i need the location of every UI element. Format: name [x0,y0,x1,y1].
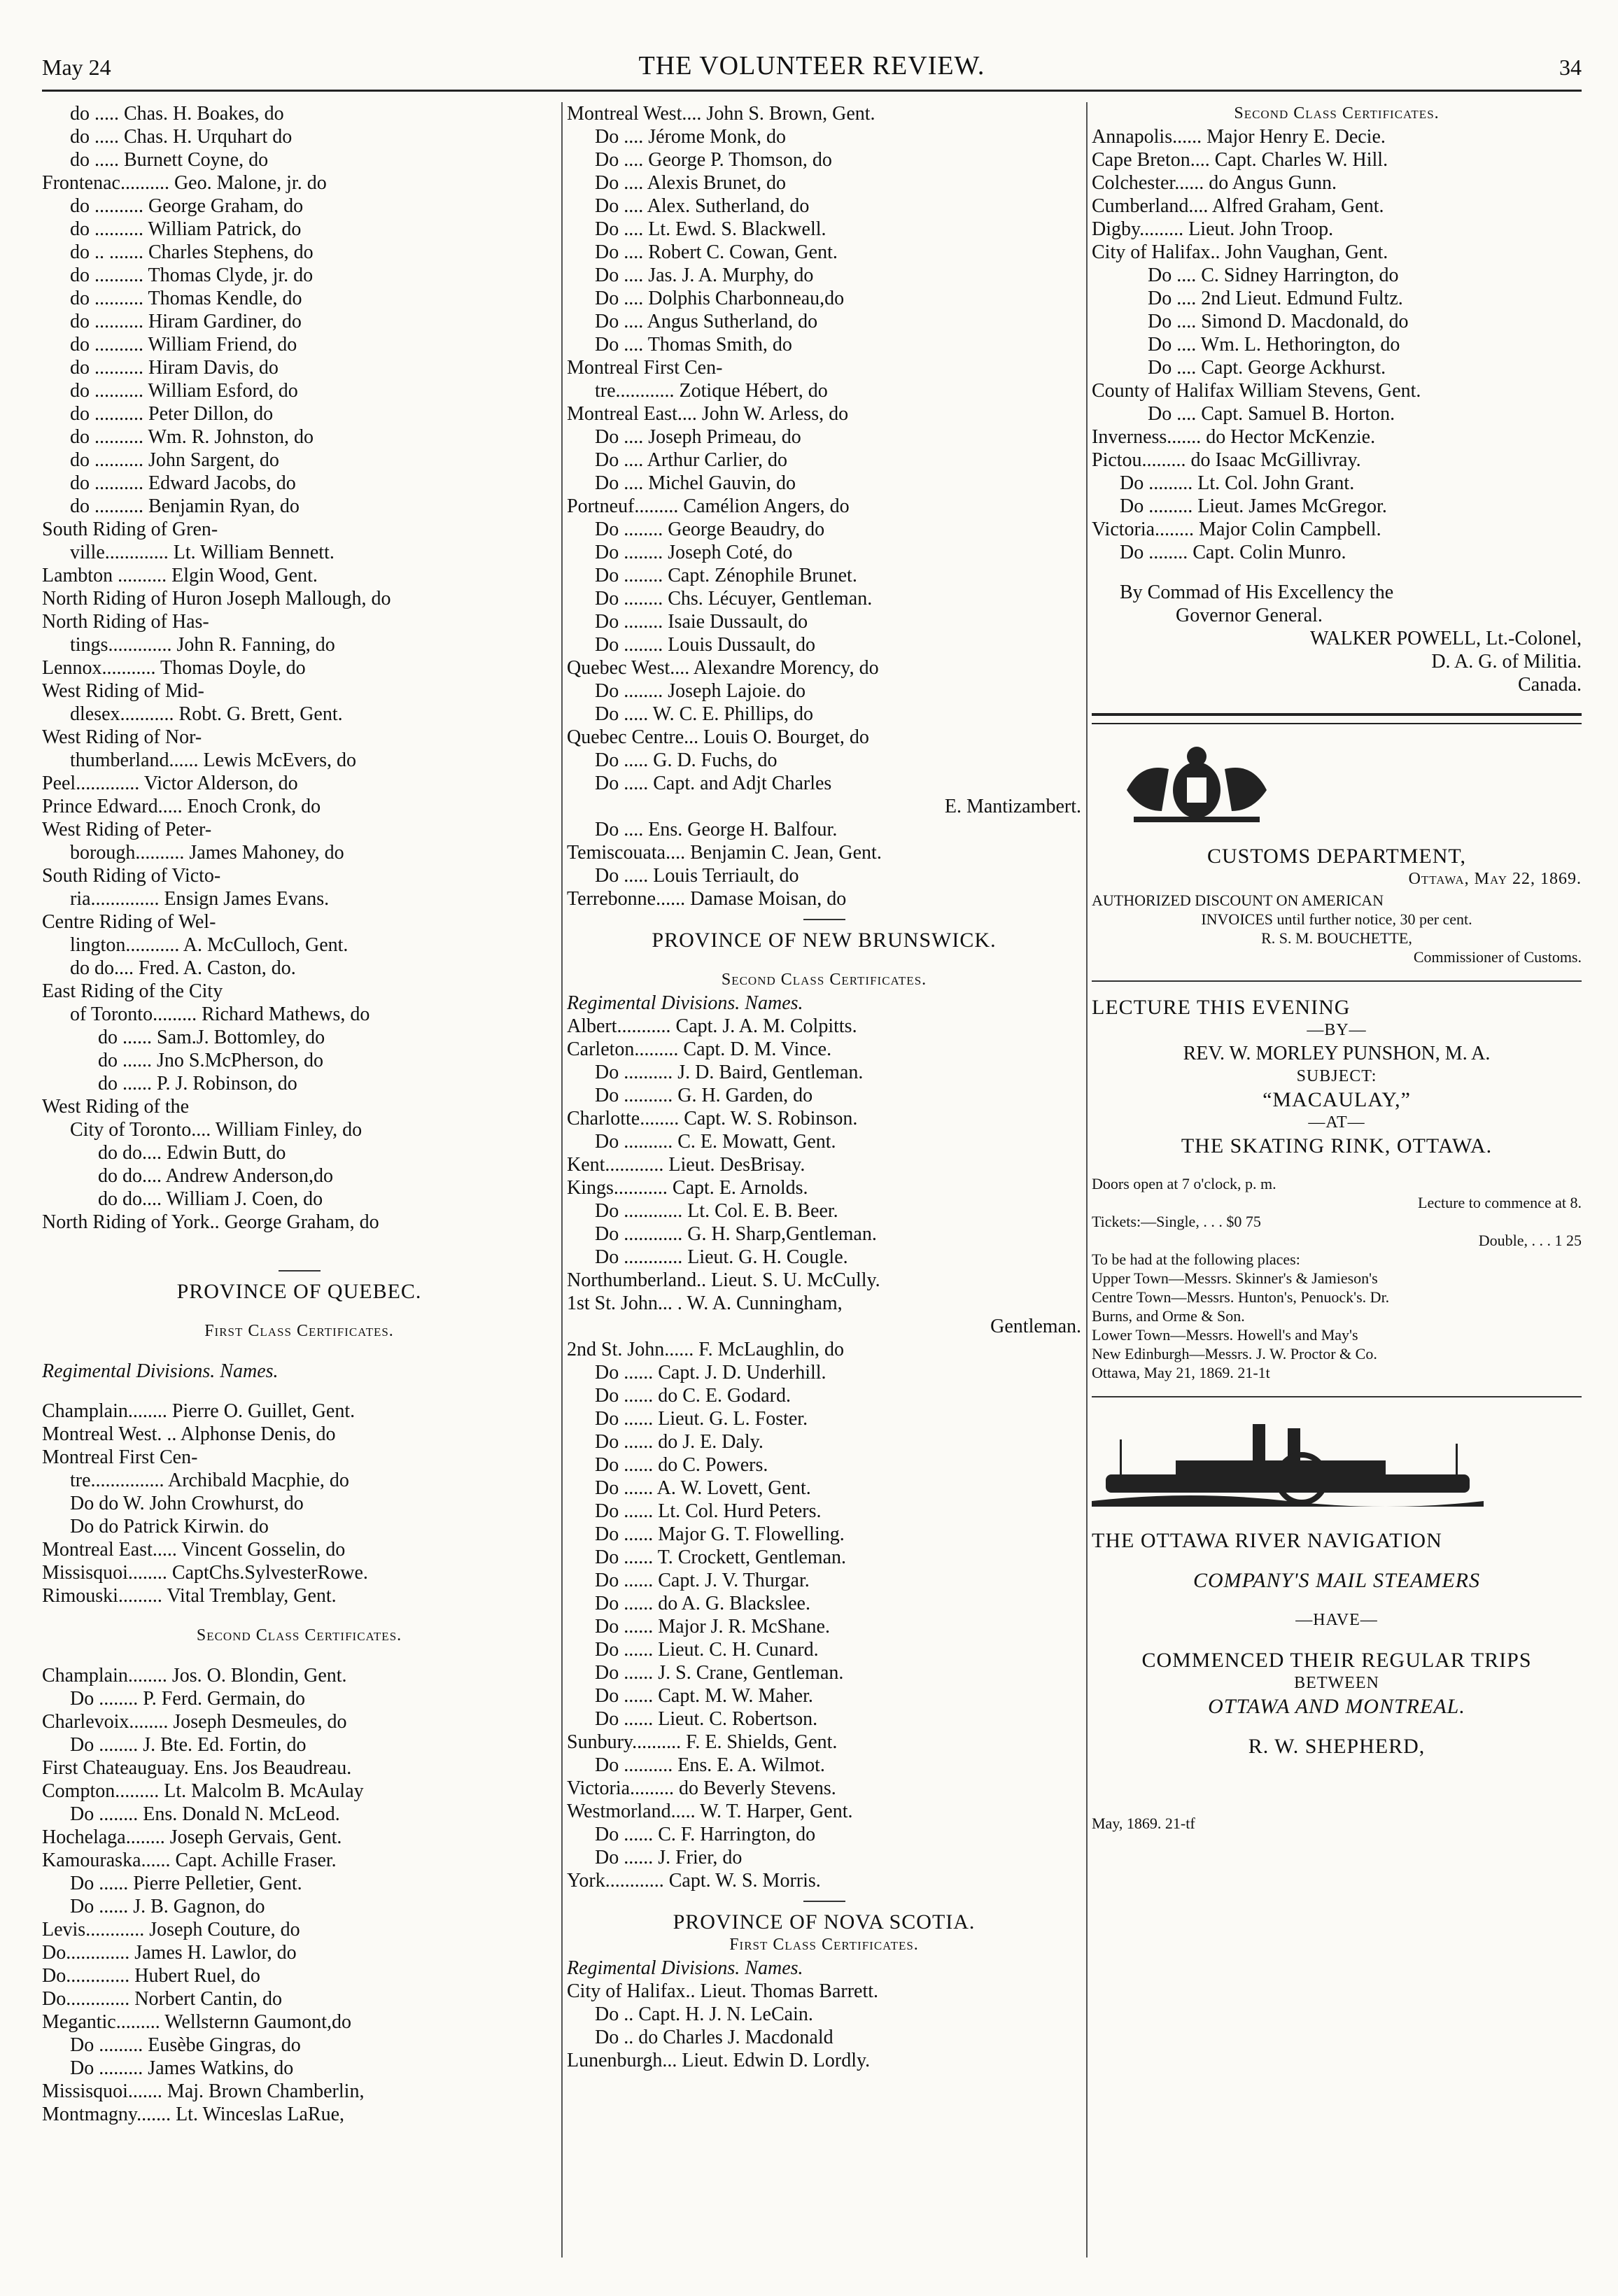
text-line: Cape Breton.... Capt. Charles W. Hill. [1092,149,1388,171]
text-line: Portneuf......... Camélion Angers, do [567,495,850,517]
text-line: do do.... Edwin Butt, do [98,1142,286,1164]
text-line: York............ Capt. W. S. Morris. [567,1870,821,1892]
text-line: Do .... Alexis Brunet, do [595,172,786,194]
text-line: East Riding of the City [42,980,223,1002]
text-line: Do ...... do A. G. Blackslee. [595,1593,810,1614]
header-rule [42,90,1582,92]
text-line: Do ...... J. Frier, do [595,1847,743,1868]
text-line: Governor General. [1176,605,1323,626]
text-line: Do ...... do C. Powers. [595,1454,768,1476]
text-line: Do ..... W. C. E. Phillips, do [595,703,813,725]
text-line: Do ...... J. S. Crane, Gentleman. [595,1662,844,1684]
text-line: Do ...... Capt. J. V. Thurgar. [595,1570,810,1591]
text-line: do ..... Chas. H. Boakes, do [70,103,284,125]
text-line: Quebec Centre... Louis O. Bourget, do [567,726,869,748]
text-line: R. W. SHEPHERD, [1248,1735,1426,1758]
text-line: Kent............ Lieut. DesBrisay. [567,1154,806,1176]
text-line: Do ........ Isaie Dussault, do [595,611,808,633]
text-line: tre............... Archibald Macphie, do [70,1470,349,1491]
text-line: Lower Town—Messrs. Howell's and May's [1092,1326,1358,1344]
text-line: Do .... Lt. Ewd. S. Blackwell. [595,218,826,240]
text-line: do .......... Hiram Davis, do [70,357,279,379]
text-line: thumberland...... Lewis McEvers, do [70,749,357,771]
spacer [1092,564,1582,581]
spacer [1092,713,1582,724]
text-line: do .......... William Esford, do [70,380,298,402]
text-line: AUTHORIZED DISCOUNT ON AMERICAN [1092,892,1384,909]
text-line: Do ......... James Watkins, do [70,2057,294,2079]
spacer [42,1303,556,1320]
text-line: Upper Town—Messrs. Skinner's & Jamieson's [1092,1269,1378,1287]
text-line: To be had at the following places: [1092,1251,1300,1268]
text-line: Do .... Wm. L. Hethorington, do [1148,334,1400,355]
header-date: May 24 [42,55,111,80]
text-line: WALKER POWELL, Lt.-Colonel, [1309,628,1582,649]
text-line: Champlain........ Jos. O. Blondin, Gent. [42,1665,347,1686]
text-line: Do ......... Eusèbe Gingras, do [70,2034,301,2056]
text-line: do .......... Thomas Kendle, do [70,288,302,309]
text-line: COMMENCED THEIR REGULAR TRIPS [1141,1649,1532,1672]
spacer [42,1234,556,1262]
text-line: Do .... Capt. Samuel B. Horton. [1148,403,1395,425]
text-line: do .......... John Sargent, do [70,449,279,471]
text-line: REV. W. MORLEY PUNSHON, M. A. [1183,1043,1491,1064]
text-line: Do ........ Joseph Coté, do [595,542,793,563]
text-line: Do ............ Lt. Col. E. B. Beer. [595,1200,838,1222]
text-line: Centre Town—Messrs. Hunton's, Penuock's. Dr. [1092,1288,1390,1306]
spacer [1092,980,1582,982]
text-line: Do............. Norbert Cantin, do [42,1988,282,2010]
text-line: Do .... Angus Sutherland, do [595,311,818,332]
text-line: Levis............ Joseph Couture, do [42,1919,300,1941]
text-line: Gentleman. [990,1316,1081,1337]
text-line: Doors open at 7 o'clock, p. m. [1092,1175,1276,1192]
text-line: Do ...... T. Crockett, Gentleman. [595,1547,846,1568]
text-line: Sunbury.......... F. E. Shields, Gent. [567,1731,838,1753]
text-line: Do ..... Louis Terriault, do [595,865,799,887]
page-header [42,39,1582,88]
text-line: do .. ....... Charles Stephens, do [70,241,314,263]
text-line: D. A. G. of Militia. [1431,651,1582,672]
text-line: Lecture to commence at 8. [1418,1194,1582,1211]
text-line: ria.............. Ensign James Evans. [70,888,330,910]
text-line: Do ...... do C. E. Godard. [595,1385,791,1407]
text-line: By Commad of His Excellency the [1120,582,1394,603]
text-line: Do do W. John Crowhurst, do [70,1493,304,1514]
text-line: tre............ Zotique Hébert, do [595,380,828,402]
text-line: Do ............ G. H. Sharp,Gentleman. [595,1223,877,1245]
text-line: Montreal First Cen- [42,1446,198,1468]
text-line: SUBJECT: [1296,1067,1377,1085]
text-line: do ...... Jno S.McPherson, do [98,1050,324,1071]
text-line: West Riding of Peter- [42,819,212,840]
text-line: Second Class Certificates. [721,971,927,989]
text-line: Do do Patrick Kirwin. do [70,1516,269,1537]
text-line: THE SKATING RINK, OTTAWA. [1181,1134,1493,1157]
text-line: Montreal West.... John S. Brown, Gent. [567,103,875,125]
text-line: Do .... Dolphis Charbonneau,do [595,288,845,309]
text-line: New Edinburgh—Messrs. J. W. Proctor & Co. [1092,1345,1377,1362]
text-line: do .......... Peter Dillon, do [70,403,274,425]
text-line: Do ...... A. W. Lovett, Gent. [595,1477,811,1499]
text-line: Megantic......... Wellsternn Gaumont,do [42,2011,352,2033]
text-line: Prince Edward..... Enoch Cronk, do [42,796,321,817]
text-line: Do ........ Capt. Colin Munro. [1120,542,1346,563]
column-3 [1092,102,1582,2258]
text-line: do ..... Chas. H. Urquhart do [70,126,293,148]
text-line: Lunenburgh... Lieut. Edwin D. Lordly. [567,2050,871,2071]
text-line: Do .... 2nd Lieut. Edmund Fultz. [1148,288,1403,309]
text-line: Lennox........... Thomas Doyle, do [42,657,306,679]
text-line: City of Toronto.... William Finley, do [70,1119,363,1141]
text-line: Montreal West. .. Alphonse Denis, do [42,1423,336,1445]
text-line: CUSTOMS DEPARTMENT, [1207,845,1467,868]
text-line: City of Halifax.. John Vaughan, Gent. [1092,241,1388,263]
steamer-illustration [1092,1411,1582,1522]
text-line: lington........... A. McCulloch, Gent. [70,934,349,956]
text-line: Do .......... J. D. Baird, Gentleman. [595,1062,864,1083]
text-line: Do ...... Major G. T. Flowelling. [595,1523,845,1545]
text-line: Do ...... Lt. Col. Hurd Peters. [595,1500,822,1522]
text-line: Do............. James H. Lawlor, do [42,1942,297,1964]
text-line: Do ........ Joseph Lajoie. do [595,680,806,702]
page-number: 34 [1559,55,1582,80]
text-line: Missisquoi........ CaptChs.SylvesterRowe. [42,1562,368,1584]
text-line: do ..... Burnett Coyne, do [70,149,269,171]
text-line: Victoria........ Major Colin Campbell. [1092,519,1381,540]
text-line: do .......... Thomas Clyde, jr. do [70,265,314,286]
text-line: Do ..... G. D. Fuchs, do [595,749,778,771]
text-line: Lambton .......... Elgin Wood, Gent. [42,565,318,586]
text-line: First Chateauguay. Ens. Jos Beaudreau. [42,1757,352,1779]
text-line: Victoria......... do Beverly Stevens. [567,1777,836,1799]
text-line: Do ...... Lieut. C. H. Cunard. [595,1639,819,1661]
text-line: South Riding of Gren- [42,519,218,540]
text-line: do .......... George Graham, do [70,195,304,217]
text-line: Terrebonne...... Damase Moisan, do [567,888,847,910]
newspaper-page [42,39,1582,2265]
text-line: Do............. Hubert Ruel, do [42,1965,260,1987]
text-line: Do ........ Ens. Donald N. McLeod. [70,1803,340,1825]
text-line: Rimouski......... Vital Tremblay, Gent. [42,1585,337,1607]
text-line: Ottawa, May 21, 1869. 21-1t [1092,1364,1270,1381]
text-line: Do ............ Lieut. G. H. Cougle. [595,1246,848,1268]
text-line: —HAVE— [1295,1611,1378,1629]
text-line: Do .... Joseph Primeau, do [595,426,801,448]
text-line: E. Mantizambert. [944,796,1081,817]
text-line: Do ...... Major J. R. McShane. [595,1616,830,1638]
text-line: Do .... Capt. George Ackhurst. [1148,357,1386,379]
text-line: THE OTTAWA RIVER NAVIGATION [1092,1529,1442,1552]
text-line: Inverness....... do Hector McKenzie. [1092,426,1376,448]
text-line: Temiscouata.... Benjamin C. Jean, Gent. [567,842,882,864]
text-line: do .......... William Friend, do [70,334,297,355]
text-line: Do ...... C. F. Harrington, do [595,1824,816,1845]
text-line: Montmagny....... Lt. Winceslas LaRue, [42,2104,345,2125]
text-line: Do .. Capt. H. J. N. LeCain. [595,2003,813,2025]
spacer [803,919,845,920]
spacer [1092,1157,1582,1174]
spacer [1092,1592,1582,1609]
text-line: do .......... William Patrick, do [70,218,302,240]
text-line: Do .... Arthur Carlier, do [595,449,787,471]
text-line: do .......... Edward Jacobs, do [70,472,296,494]
text-line: Do .... Jas. J. A. Murphy, do [595,265,814,286]
text-line: Regimental Divisions. Names. [567,1957,803,1979]
text-line: City of Halifax.. Lieut. Thomas Barrett. [567,1980,879,2002]
newspaper-title: THE VOLUNTEER REVIEW. [638,51,985,80]
spacer [42,1647,556,1664]
text-line: West Riding of Nor- [42,726,202,748]
text-line: Charlotte........ Capt. W. S. Robinson. [567,1108,858,1129]
text-line: Compton......... Lt. Malcolm B. McAulay [42,1780,364,1802]
spacer [1092,1632,1582,1649]
text-line: —BY— [1307,1021,1367,1039]
text-line: Do ...... Pierre Pelletier, Gent. [70,1873,302,1894]
text-line: Second Class Certificates. [1234,104,1440,122]
text-line: do do.... Fred. A. Caston, do. [70,957,296,979]
text-line: COMPANY'S MAIL STEAMERS [1193,1569,1480,1592]
column-divider [1086,102,1088,2258]
text-line: of Toronto......... Richard Mathews, do [70,1003,370,1025]
spacer [42,1383,556,1400]
text-line: Champlain........ Pierre O. Guillet, Gent. [42,1400,356,1422]
text-line: Kamouraska...... Capt. Achille Fraser. [42,1850,337,1871]
text-line: do .......... Wm. R. Johnston, do [70,426,314,448]
text-line: Quebec West.... Alexandre Morency, do [567,657,879,679]
text-line: Albert........... Capt. J. A. M. Colpitts. [567,1015,857,1037]
text-line: Do .... C. Sidney Harrington, do [1148,265,1399,286]
text-line: tings............. John R. Fanning, do [70,634,335,656]
text-line: North Riding of Has- [42,611,209,633]
text-line: Do ........ Louis Dussault, do [595,634,815,656]
text-line: INVOICES until further notice, 30 per cent. [1201,910,1472,928]
text-line: Do ...... Lieut. G. L. Foster. [595,1408,808,1430]
text-line: Do .... George P. Thomson, do [595,149,832,171]
text-line: Missisquoi....... Maj. Brown Chamberlin, [42,2080,365,2102]
text-line: Cumberland.... Alfred Graham, Gent. [1092,195,1384,217]
text-line: May, 1869. 21-tf [1092,1815,1195,1832]
text-line: Do .......... G. H. Garden, do [595,1085,813,1106]
text-line: Tickets:—Single, . . . $0 75 [1092,1213,1261,1230]
text-line: Do .... Michel Gauvin, do [595,472,796,494]
text-line: North Riding of York.. George Graham, do [42,1211,379,1233]
text-line: Ottawa, May 22, 1869. [1408,870,1582,888]
text-line: Do .... Simond D. Macdonald, do [1148,311,1409,332]
text-line: Carleton......... Capt. D. M. Vince. [567,1038,832,1060]
text-line: Burns, and Orme & Son. [1092,1307,1245,1325]
text-line: Montreal First Cen- [567,357,723,379]
text-line: 2nd St. John...... F. McLaughlin, do [567,1339,844,1360]
text-line: Commissioner of Customs. [1413,948,1582,966]
royal-arms-emblem [1092,741,1582,838]
text-line: BETWEEN [1294,1674,1379,1692]
spacer [42,1343,556,1360]
text-line: Colchester...... do Angus Gunn. [1092,172,1337,194]
spacer [42,1607,556,1624]
spacer [1092,1396,1582,1397]
text-line: North Riding of Huron Joseph Mallough, do [42,588,391,610]
text-line: Hochelaga........ Joseph Gervais, Gent. [42,1826,342,1848]
text-line: R. S. M. BOUCHETTE, [1261,929,1412,947]
text-line: West Riding of the [42,1096,190,1118]
text-line: Frontenac.......... Geo. Malone, jr. do [42,172,327,194]
text-line: borough.......... James Mahoney, do [70,842,344,864]
text-line: Double, . . . 1 25 [1478,1232,1582,1249]
text-line: Do ......... Lieut. James McGregor. [1120,495,1387,517]
text-line: Do .. do Charles J. Macdonald [595,2027,833,2048]
text-line: Do ...... Capt. M. W. Maher. [595,1685,813,1707]
text-line: Westmorland..... W. T. Harper, Gent. [567,1801,853,1822]
text-line: Do .... Robert C. Cowan, Gent. [595,241,838,263]
text-line: dlesex........... Robt. G. Brett, Gent. [70,703,343,725]
text-line: Charlevoix........ Joseph Desmeules, do [42,1711,347,1733]
text-line: First Class Certificates. [729,1936,919,1954]
text-line: Regimental Divisions. Names. [567,992,803,1014]
text-line: Do .......... Ens. E. A. Wilmot. [595,1754,825,1776]
text-line: Digby......... Lieut. John Troop. [1092,218,1334,240]
text-line: First Class Certificates. [204,1322,394,1340]
text-line: do ...... P. J. Robinson, do [98,1073,297,1094]
text-line: OTTAWA AND MONTREAL. [1208,1695,1465,1718]
text-line: Do ...... Capt. J. D. Underhill. [595,1362,826,1383]
text-line: —AT— [1308,1113,1365,1132]
text-line: County of Halifax William Stevens, Gent. [1092,380,1421,402]
text-line: Annapolis...... Major Henry E. Decie. [1092,126,1386,148]
text-line: Do ........ P. Ferd. Germain, do [70,1688,305,1710]
text-line: Regimental Divisions. Names. [42,1360,279,1382]
column-2 [567,102,1081,2258]
spacer [1092,1786,1582,1814]
spacer [567,952,1081,969]
text-line: Do ........ George Beaudry, do [595,519,825,540]
text-line: Do ........ Chs. Lécuyer, Gentleman. [595,588,873,610]
text-line: Do ...... J. B. Gagnon, do [70,1896,265,1917]
text-line: LECTURE THIS EVENING [1092,996,1351,1019]
text-line: Kings........... Capt. E. Arnolds. [567,1177,808,1199]
text-line: West Riding of Mid- [42,680,204,702]
column-1 [42,102,556,2258]
text-line: Northumberland.. Lieut. S. U. McCully. [567,1269,880,1291]
text-line: Do ..... Capt. and Adjt Charles [595,773,832,794]
text-line: Do ......... Lt. Col. John Grant. [1120,472,1355,494]
text-line: do do.... Andrew Anderson,do [98,1165,333,1187]
spacer [1092,1718,1582,1735]
text-line: Do .......... C. E. Mowatt, Gent. [595,1131,836,1153]
spacer [803,1901,845,1902]
spacer [1092,1552,1582,1569]
text-line: PROVINCE OF QUEBEC. [176,1280,422,1303]
text-line: do .......... Hiram Gardiner, do [70,311,302,332]
text-line: ville............. Lt. William Bennett. [70,542,335,563]
text-line: PROVINCE OF NEW BRUNSWICK. [652,929,997,952]
text-line: PROVINCE OF NOVA SCOTIA. [673,1910,976,1934]
text-line: Do ...... do J. E. Daly. [595,1431,764,1453]
text-line: Montreal East..... Vincent Gosselin, do [42,1539,346,1561]
text-line: Pictou......... do Isaac McGillivray. [1092,449,1361,471]
text-line: do .......... Benjamin Ryan, do [70,495,300,517]
text-line: Do .... Ens. George H. Balfour. [595,819,838,840]
text-line: 1st St. John... . W. A. Cunningham, [567,1293,843,1314]
text-line: Do .... Thomas Smith, do [595,334,792,355]
spacer [1092,1758,1582,1786]
text-line: Do ........ Capt. Zénophile Brunet. [595,565,857,586]
text-line: do do.... William J. Coen, do [98,1188,323,1210]
text-line: “MACAULAY,” [1262,1088,1411,1111]
spacer [279,1270,321,1272]
text-line: Do ...... Lieut. C. Robertson. [595,1708,818,1730]
text-line: Montreal East.... John W. Arless, do [567,403,849,425]
text-line: Peel............. Victor Alderson, do [42,773,298,794]
column-divider [561,102,563,2258]
text-line: Second Class Certificates. [196,1626,402,1644]
text-line: Do ........ J. Bte. Ed. Fortin, do [70,1734,307,1756]
text-line: Centre Riding of Wel- [42,911,216,933]
text-line: Do .... Jérome Monk, do [595,126,786,148]
text-line: do ...... Sam.J. Bottomley, do [98,1027,325,1048]
text-line: South Riding of Victo- [42,865,221,887]
text-line: Do .... Alex. Sutherland, do [595,195,810,217]
text-line: Canada. [1518,674,1582,696]
